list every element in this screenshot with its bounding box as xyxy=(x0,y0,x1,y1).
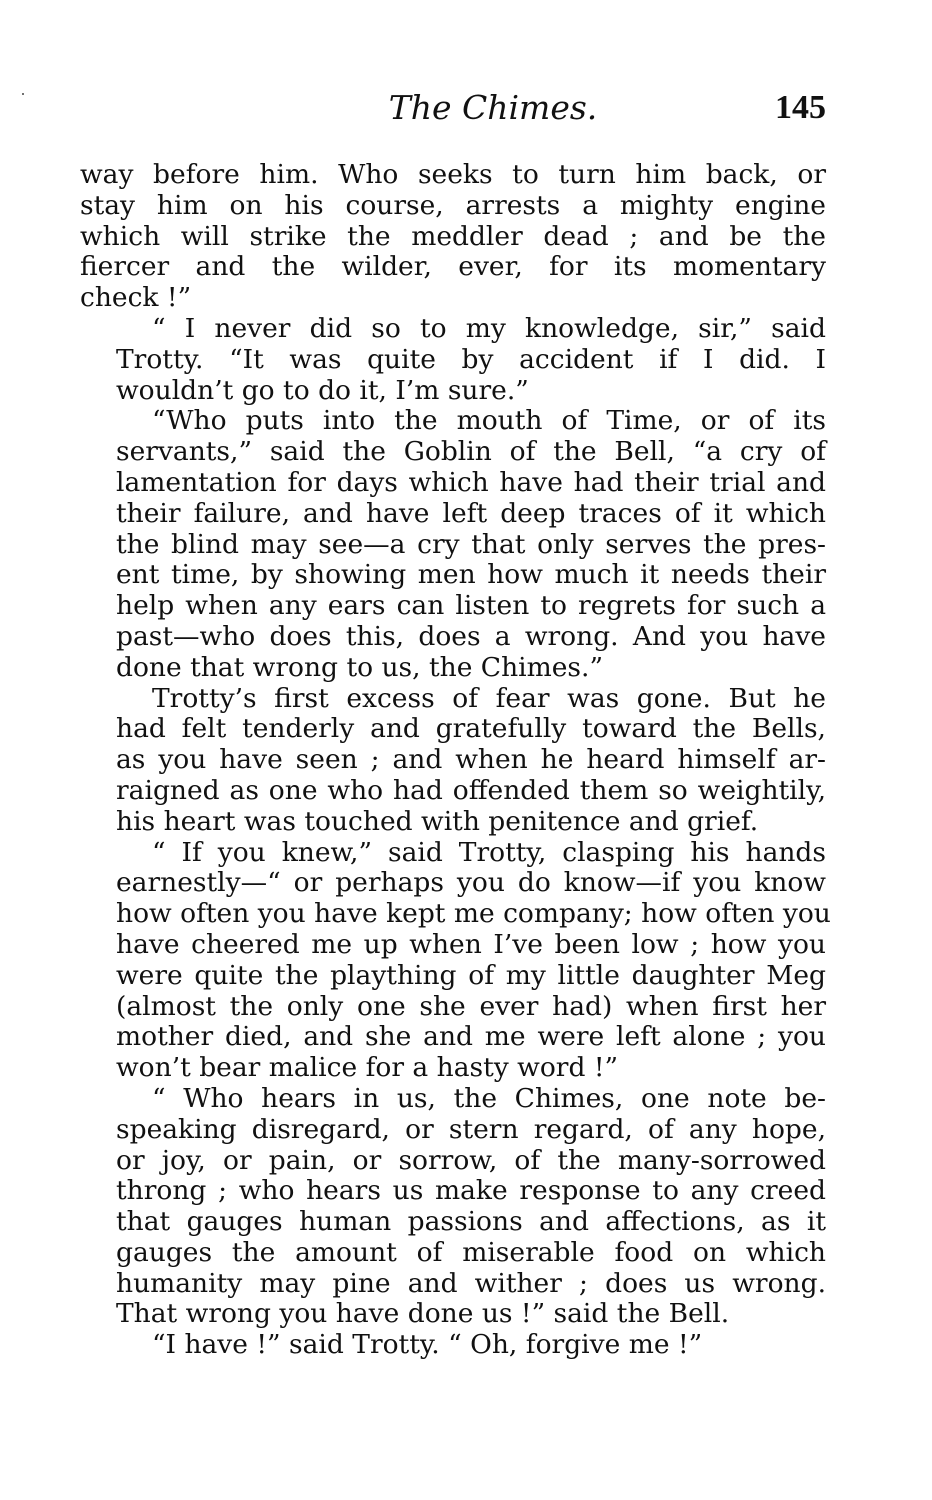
text-line: or joy, or pain, or sorrow, of the many-sorrowed xyxy=(116,1144,826,1176)
text-line: past—who does this, does a wrong. And you have xyxy=(116,620,826,652)
text-line: throng ; who hears us make response to any creed xyxy=(116,1175,826,1207)
text-line: stay him on his course, arrests a mighty engine xyxy=(80,189,826,221)
text-line: “ I never did so to my knowledge, sir,” said xyxy=(152,312,826,344)
body-text xyxy=(80,159,831,1361)
text-line: done that wrong to us, the Chimes.” xyxy=(116,651,604,683)
text-line: mother died, and she and me were left alone ; you xyxy=(116,1021,826,1053)
text-line: “Who puts into the mouth of Time, or of its xyxy=(152,405,826,437)
text-line: way before him. Who seeks to turn him back, or xyxy=(80,159,826,190)
paragraph xyxy=(80,406,826,683)
text-line: the blind may see—a cry that only serves the pres- xyxy=(116,528,826,560)
page-number: 145 xyxy=(775,89,826,126)
text-line: “ If you knew,” said Trotty, clasping his hands xyxy=(152,836,826,868)
text-line: have cheered me up when I’ve been low ; how you xyxy=(116,928,826,960)
text-line: humanity may pine and wither ; does us wrong. xyxy=(116,1267,826,1299)
text-line: servants,” said the Goblin of the Bell, “a cry of xyxy=(116,436,826,468)
text-line: That wrong you have done us !” said the Bell. xyxy=(116,1298,730,1330)
text-line: check !” xyxy=(80,282,192,314)
paragraph xyxy=(80,1084,826,1330)
page-header xyxy=(80,86,826,130)
text-line: ent time, by showing men how much it needs their xyxy=(116,559,826,591)
text-line: lamentation for days which have had their trial and xyxy=(116,466,826,498)
text-line: “ Who hears in us, the Chimes, one note be- xyxy=(152,1082,826,1114)
running-title: The Chimes. xyxy=(388,88,598,127)
text-line: their failure, and have left deep traces of it which xyxy=(116,497,826,529)
paragraph xyxy=(80,1330,826,1361)
paragraph xyxy=(80,160,826,314)
text-line: Trotty. “It was quite by accident if I did. I xyxy=(116,343,826,375)
text-line: earnestly—“ or perhaps you do know—if you know xyxy=(116,867,826,899)
text-line: help when any ears can listen to regrets for such a xyxy=(116,590,826,622)
text-line: how often you have kept me company; how often you xyxy=(116,898,831,930)
text-line: were quite the plaything of my little daughter Meg xyxy=(116,959,826,991)
paragraph xyxy=(80,314,826,406)
text-line: which will strike the meddler dead ; and be the xyxy=(80,220,826,252)
text-line: fiercer and the wilder, ever, for its momentary xyxy=(80,251,826,283)
text-line: wouldn’t go to do it, I’m sure.” xyxy=(116,374,529,406)
paragraph xyxy=(80,836,831,1084)
text-line: raigned as one who had offended them so weightily, xyxy=(116,774,826,806)
text-line: Trotty’s first excess of fear was gone. But he xyxy=(152,682,826,714)
text-line: had felt tenderly and gratefully toward the Bells, xyxy=(116,713,826,745)
text-line: that gauges human passions and affections, as it xyxy=(116,1206,826,1238)
text-line: as you have seen ; and when he heard himself ar- xyxy=(116,744,826,776)
text-line: (almost the only one she ever had) when first her xyxy=(116,990,826,1022)
paper-speck xyxy=(22,93,24,95)
text-line: gauges the amount of miserable food on which xyxy=(116,1236,826,1268)
text-line: won’t bear malice for a hasty word !” xyxy=(116,1052,619,1084)
paragraph xyxy=(80,684,826,838)
text-line: “I have !” said Trotty. “ Oh, forgive me !” xyxy=(152,1329,703,1361)
text-line: his heart was touched with penitence and grief. xyxy=(116,805,759,837)
text-line: speaking disregard, or stern regard, of any hope, xyxy=(116,1113,826,1145)
